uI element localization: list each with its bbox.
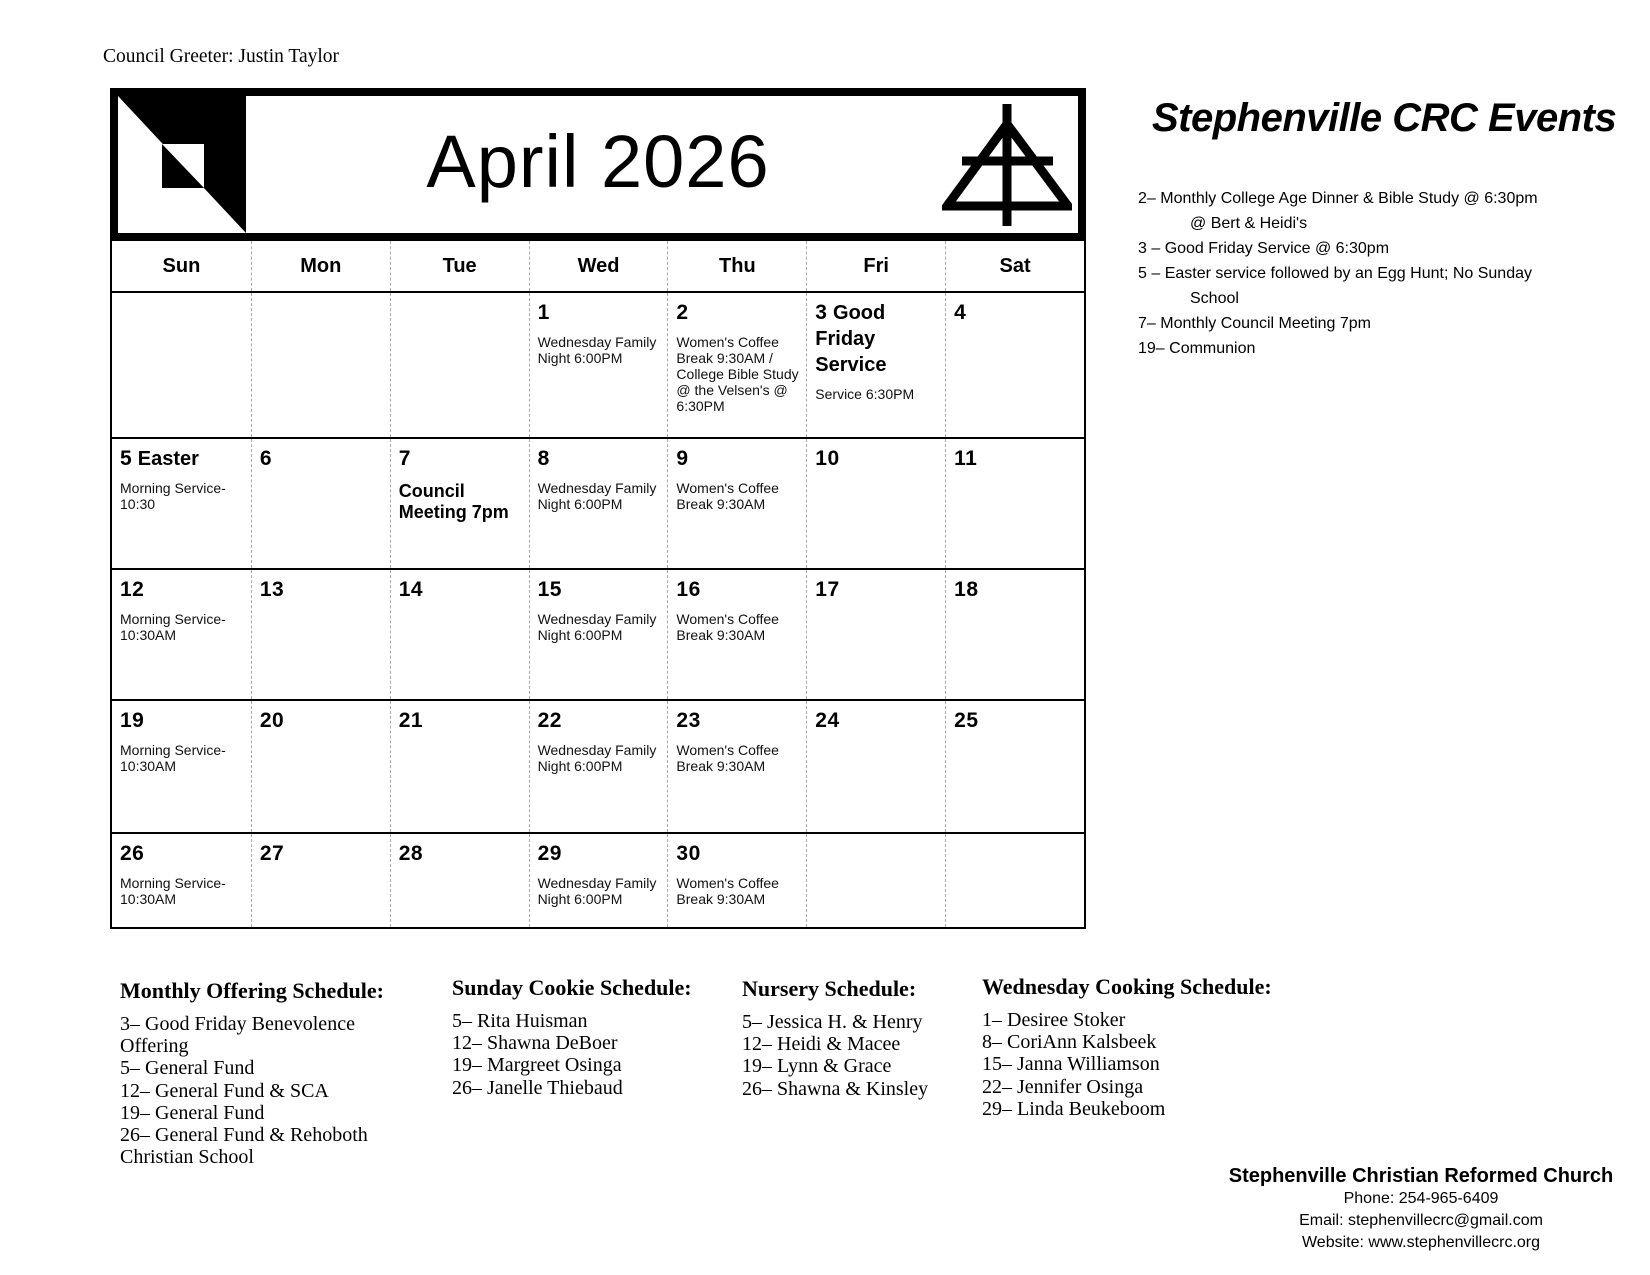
schedule-items	[742, 1011, 974, 1100]
day-cell-head	[120, 709, 245, 735]
event-title: Good Friday Service	[815, 302, 887, 376]
day-cell-head	[538, 578, 662, 604]
day-number: 21	[398, 709, 424, 732]
day-cell-head	[399, 709, 523, 735]
day-cell-6	[251, 439, 390, 568]
day-cell-2	[667, 293, 806, 437]
crc-cross-triangle-icon	[942, 104, 1072, 226]
day-number: 18	[954, 578, 979, 601]
day-cell-3	[806, 293, 945, 437]
event-title: Council Meeting 7pm	[398, 481, 509, 522]
schedule-title: Monthly Offering Schedule:	[120, 978, 384, 1003]
schedule-item: 22– Jennifer Osinga	[982, 1075, 1144, 1098]
day-number: 27	[259, 842, 285, 865]
day-cell-21	[390, 701, 529, 832]
schedule-item: 3– Good Friday Benevolence Offering	[120, 1013, 355, 1058]
schedule-item: 29– Linda Beukeboom	[982, 1097, 1166, 1120]
day-header-tue: Tue	[390, 241, 529, 291]
day-cell-head	[399, 842, 523, 868]
event-text: Morning Service-10:30AM	[120, 875, 226, 907]
event-list-item: 7– Monthly Council Meeting 7pm	[1138, 315, 1372, 332]
schedule-wednesday-cooking	[982, 974, 1294, 1120]
day-number: 29	[537, 842, 562, 865]
day-cell-8	[529, 439, 668, 568]
schedule-item: 5– Jessica H. & Henry	[742, 1011, 923, 1033]
event-text: Women's Coffee Break 9:30AM	[676, 742, 779, 774]
schedule-title: Wednesday Cooking Schedule:	[982, 974, 1272, 999]
day-cell-head	[120, 578, 245, 604]
day-cell-empty	[390, 293, 529, 437]
day-number: 9	[676, 447, 689, 470]
day-cell-11	[945, 439, 1084, 568]
day-number: 17	[815, 578, 840, 601]
schedule-item: 26– Janelle Thiebaud	[452, 1076, 623, 1099]
schedule-monthly-offering	[120, 978, 394, 1168]
day-cell-head	[676, 842, 800, 868]
day-header-sat: Sat	[945, 241, 1084, 291]
schedule-item: 19– Lynn & Grace	[742, 1055, 892, 1078]
day-cell-empty	[251, 293, 390, 437]
day-header-sun: Sun	[162, 254, 201, 277]
day-cell-head	[120, 842, 245, 868]
day-cell-head	[676, 709, 800, 735]
schedule-item: 12– Shawna DeBoer	[452, 1032, 618, 1055]
day-cell-13	[251, 570, 390, 699]
day-cell-head	[954, 447, 1078, 473]
day-cell-head	[120, 447, 245, 473]
event-text: Wednesday Family Night 6:00PM	[537, 742, 657, 774]
schedule-items	[982, 1009, 1294, 1120]
schedule-item: 19– Margreet Osinga	[452, 1054, 622, 1077]
day-cell-19	[112, 701, 251, 832]
schedule-item: 5– Rita Huisman	[452, 1010, 588, 1032]
event-text: Wednesday Family Night 6:00PM	[537, 334, 657, 366]
week-row-2	[112, 437, 1084, 568]
day-cell-22	[529, 701, 668, 832]
day-cell-head	[260, 709, 384, 735]
day-cell-head	[676, 301, 800, 327]
day-cell-26	[112, 834, 251, 927]
day-number: 5	[120, 447, 133, 470]
day-cell-head	[954, 709, 1078, 735]
event-list-item: @ Bert & Heidi's	[1190, 215, 1308, 232]
schedule-item: 19– General Fund	[120, 1101, 265, 1124]
day-cell-head	[815, 709, 939, 735]
schedule-item: 5– General Fund	[120, 1057, 255, 1080]
event-text: Morning Service-10:30	[120, 480, 226, 512]
event-text: Women's Coffee Break 9:30AM / College Bible Study @ the Velsen's @ 6:30PM	[676, 334, 799, 414]
day-cell-23	[667, 701, 806, 832]
day-number: 23	[676, 709, 701, 732]
schedule-item: 12– General Fund & SCA	[120, 1079, 329, 1102]
day-cell-15	[529, 570, 668, 699]
day-cell-head	[260, 447, 384, 473]
day-cell-head	[676, 447, 800, 473]
day-number: 14	[398, 578, 424, 601]
week-row-5	[112, 832, 1084, 927]
day-number: 4	[954, 301, 967, 324]
event-text: Wednesday Family Night 6:00PM	[537, 480, 657, 512]
day-cell-head	[815, 447, 939, 473]
week-row-3	[112, 568, 1084, 699]
schedule-item: 12– Heidi & Macee	[742, 1033, 901, 1056]
council-greeter-text: Council Greeter: Justin Taylor	[103, 46, 340, 67]
day-number: 15	[537, 578, 562, 601]
day-cell-14	[390, 570, 529, 699]
schedule-item: 1– Desiree Stoker	[982, 1009, 1126, 1031]
day-number: 7	[398, 447, 411, 470]
day-number: 26	[120, 842, 145, 865]
day-cell-25	[945, 701, 1084, 832]
schedule-item: 26– Shawna & Kinsley	[742, 1077, 929, 1100]
event-text: Women's Coffee Break 9:30AM	[676, 480, 779, 512]
church-contact-block	[1215, 1165, 1627, 1254]
day-header-wed: Wed	[529, 241, 668, 291]
day-cell-1	[529, 293, 668, 437]
day-cell-head	[538, 301, 662, 327]
day-cell-empty	[806, 834, 945, 927]
day-number: 30	[676, 842, 701, 865]
schedule-nursery	[742, 976, 974, 1100]
day-cell-12	[112, 570, 251, 699]
event-list-item: 5 – Easter service followed by an Egg Hunt; No Sunday	[1138, 265, 1532, 282]
day-number: 10	[815, 447, 840, 470]
day-number: 12	[120, 578, 145, 601]
day-cell-empty	[112, 293, 251, 437]
day-cell-head	[260, 842, 384, 868]
month-title: April 2026	[426, 120, 770, 203]
day-number: 22	[537, 709, 562, 732]
schedule-item: 8– CoriAnn Kalsbeek	[982, 1031, 1157, 1054]
day-number: 2	[676, 301, 689, 324]
day-number: 25	[954, 709, 979, 732]
day-number: 20	[259, 709, 285, 732]
day-cell-4	[945, 293, 1084, 437]
schedule-items	[120, 1013, 394, 1168]
day-cell-head	[815, 578, 939, 604]
day-cell-17	[806, 570, 945, 699]
day-number: 11	[954, 447, 978, 470]
schedule-item: 15– Janna Williamson	[982, 1053, 1160, 1076]
church-email: Email: stephenvillecrc@gmail.com	[1299, 1212, 1543, 1229]
event-text: Women's Coffee Break 9:30AM	[676, 611, 779, 643]
day-number: 16	[676, 578, 701, 601]
event-text: Wednesday Family Night 6:00PM	[537, 611, 657, 643]
day-number: 13	[259, 578, 285, 601]
schedule-items	[452, 1010, 744, 1099]
day-header-fri: Fri	[806, 241, 945, 291]
event-text: Morning Service-10:30AM	[120, 611, 226, 643]
day-cell-28	[390, 834, 529, 927]
day-cell-head	[815, 301, 939, 379]
church-name: Stephenville Christian Reformed Church	[1228, 1165, 1614, 1187]
day-number: 8	[537, 447, 550, 470]
day-cell-30	[667, 834, 806, 927]
day-cell-head	[538, 709, 662, 735]
day-cell-head	[399, 447, 523, 473]
day-number: 1	[537, 301, 550, 324]
schedule-title: Sunday Cookie Schedule:	[452, 975, 692, 1000]
day-cell-head	[538, 447, 662, 473]
events-list	[1138, 186, 1576, 361]
day-cell-24	[806, 701, 945, 832]
day-cell-29	[529, 834, 668, 927]
event-list-item: 3 – Good Friday Service @ 6:30pm	[1138, 240, 1390, 257]
week-row-1	[112, 291, 1084, 437]
event-list-item: 2– Monthly College Age Dinner & Bible Study @ 6:30pm	[1138, 190, 1538, 207]
calendar-grid-body	[112, 291, 1084, 927]
calendar-grid	[110, 241, 1086, 929]
day-cell-head	[676, 578, 800, 604]
schedule-sunday-cookie	[452, 975, 744, 1099]
event-list-item: School	[1190, 290, 1239, 307]
day-cell-16	[667, 570, 806, 699]
event-text: Service 6:30PM	[815, 386, 915, 402]
day-number: 28	[398, 842, 424, 865]
day-cell-head	[954, 578, 1078, 604]
day-cell-7	[390, 439, 529, 568]
day-number: 19	[120, 709, 145, 732]
calendar-title-band	[110, 88, 1086, 241]
day-cell-18	[945, 570, 1084, 699]
day-number: 3	[815, 301, 828, 324]
day-cell-head	[399, 578, 523, 604]
event-list-item: 19– Communion	[1138, 340, 1256, 357]
events-panel-title: Stephenville CRC Events	[1152, 96, 1617, 140]
schedule-item: 26– General Fund & Rehoboth Christian School	[120, 1124, 368, 1169]
event-text: Women's Coffee Break 9:30AM	[676, 875, 779, 907]
day-header-thu: Thu	[667, 241, 806, 291]
day-cell-head	[538, 842, 662, 868]
church-phone: Phone: 254-965-6409	[1343, 1190, 1499, 1207]
church-website: Website: www.stephenvillecrc.org	[1301, 1234, 1541, 1251]
day-number: 6	[259, 447, 273, 470]
day-cell-27	[251, 834, 390, 927]
day-cell-empty	[945, 834, 1084, 927]
day-cell-head	[954, 301, 1078, 327]
day-number: 24	[815, 709, 840, 732]
event-text: Morning Service-10:30AM	[120, 742, 226, 774]
schedule-title: Nursery Schedule:	[742, 976, 917, 1001]
day-cell-20	[251, 701, 390, 832]
day-header-mon: Mon	[251, 241, 390, 291]
day-cell-9	[667, 439, 806, 568]
day-cell-5	[112, 439, 251, 568]
day-cell-head	[260, 578, 384, 604]
event-text: Wednesday Family Night 6:00PM	[537, 875, 657, 907]
event-title: Easter	[132, 448, 199, 470]
week-row-4	[112, 699, 1084, 832]
day-cell-10	[806, 439, 945, 568]
day-header-row	[112, 241, 1084, 291]
calendar	[110, 88, 1086, 929]
